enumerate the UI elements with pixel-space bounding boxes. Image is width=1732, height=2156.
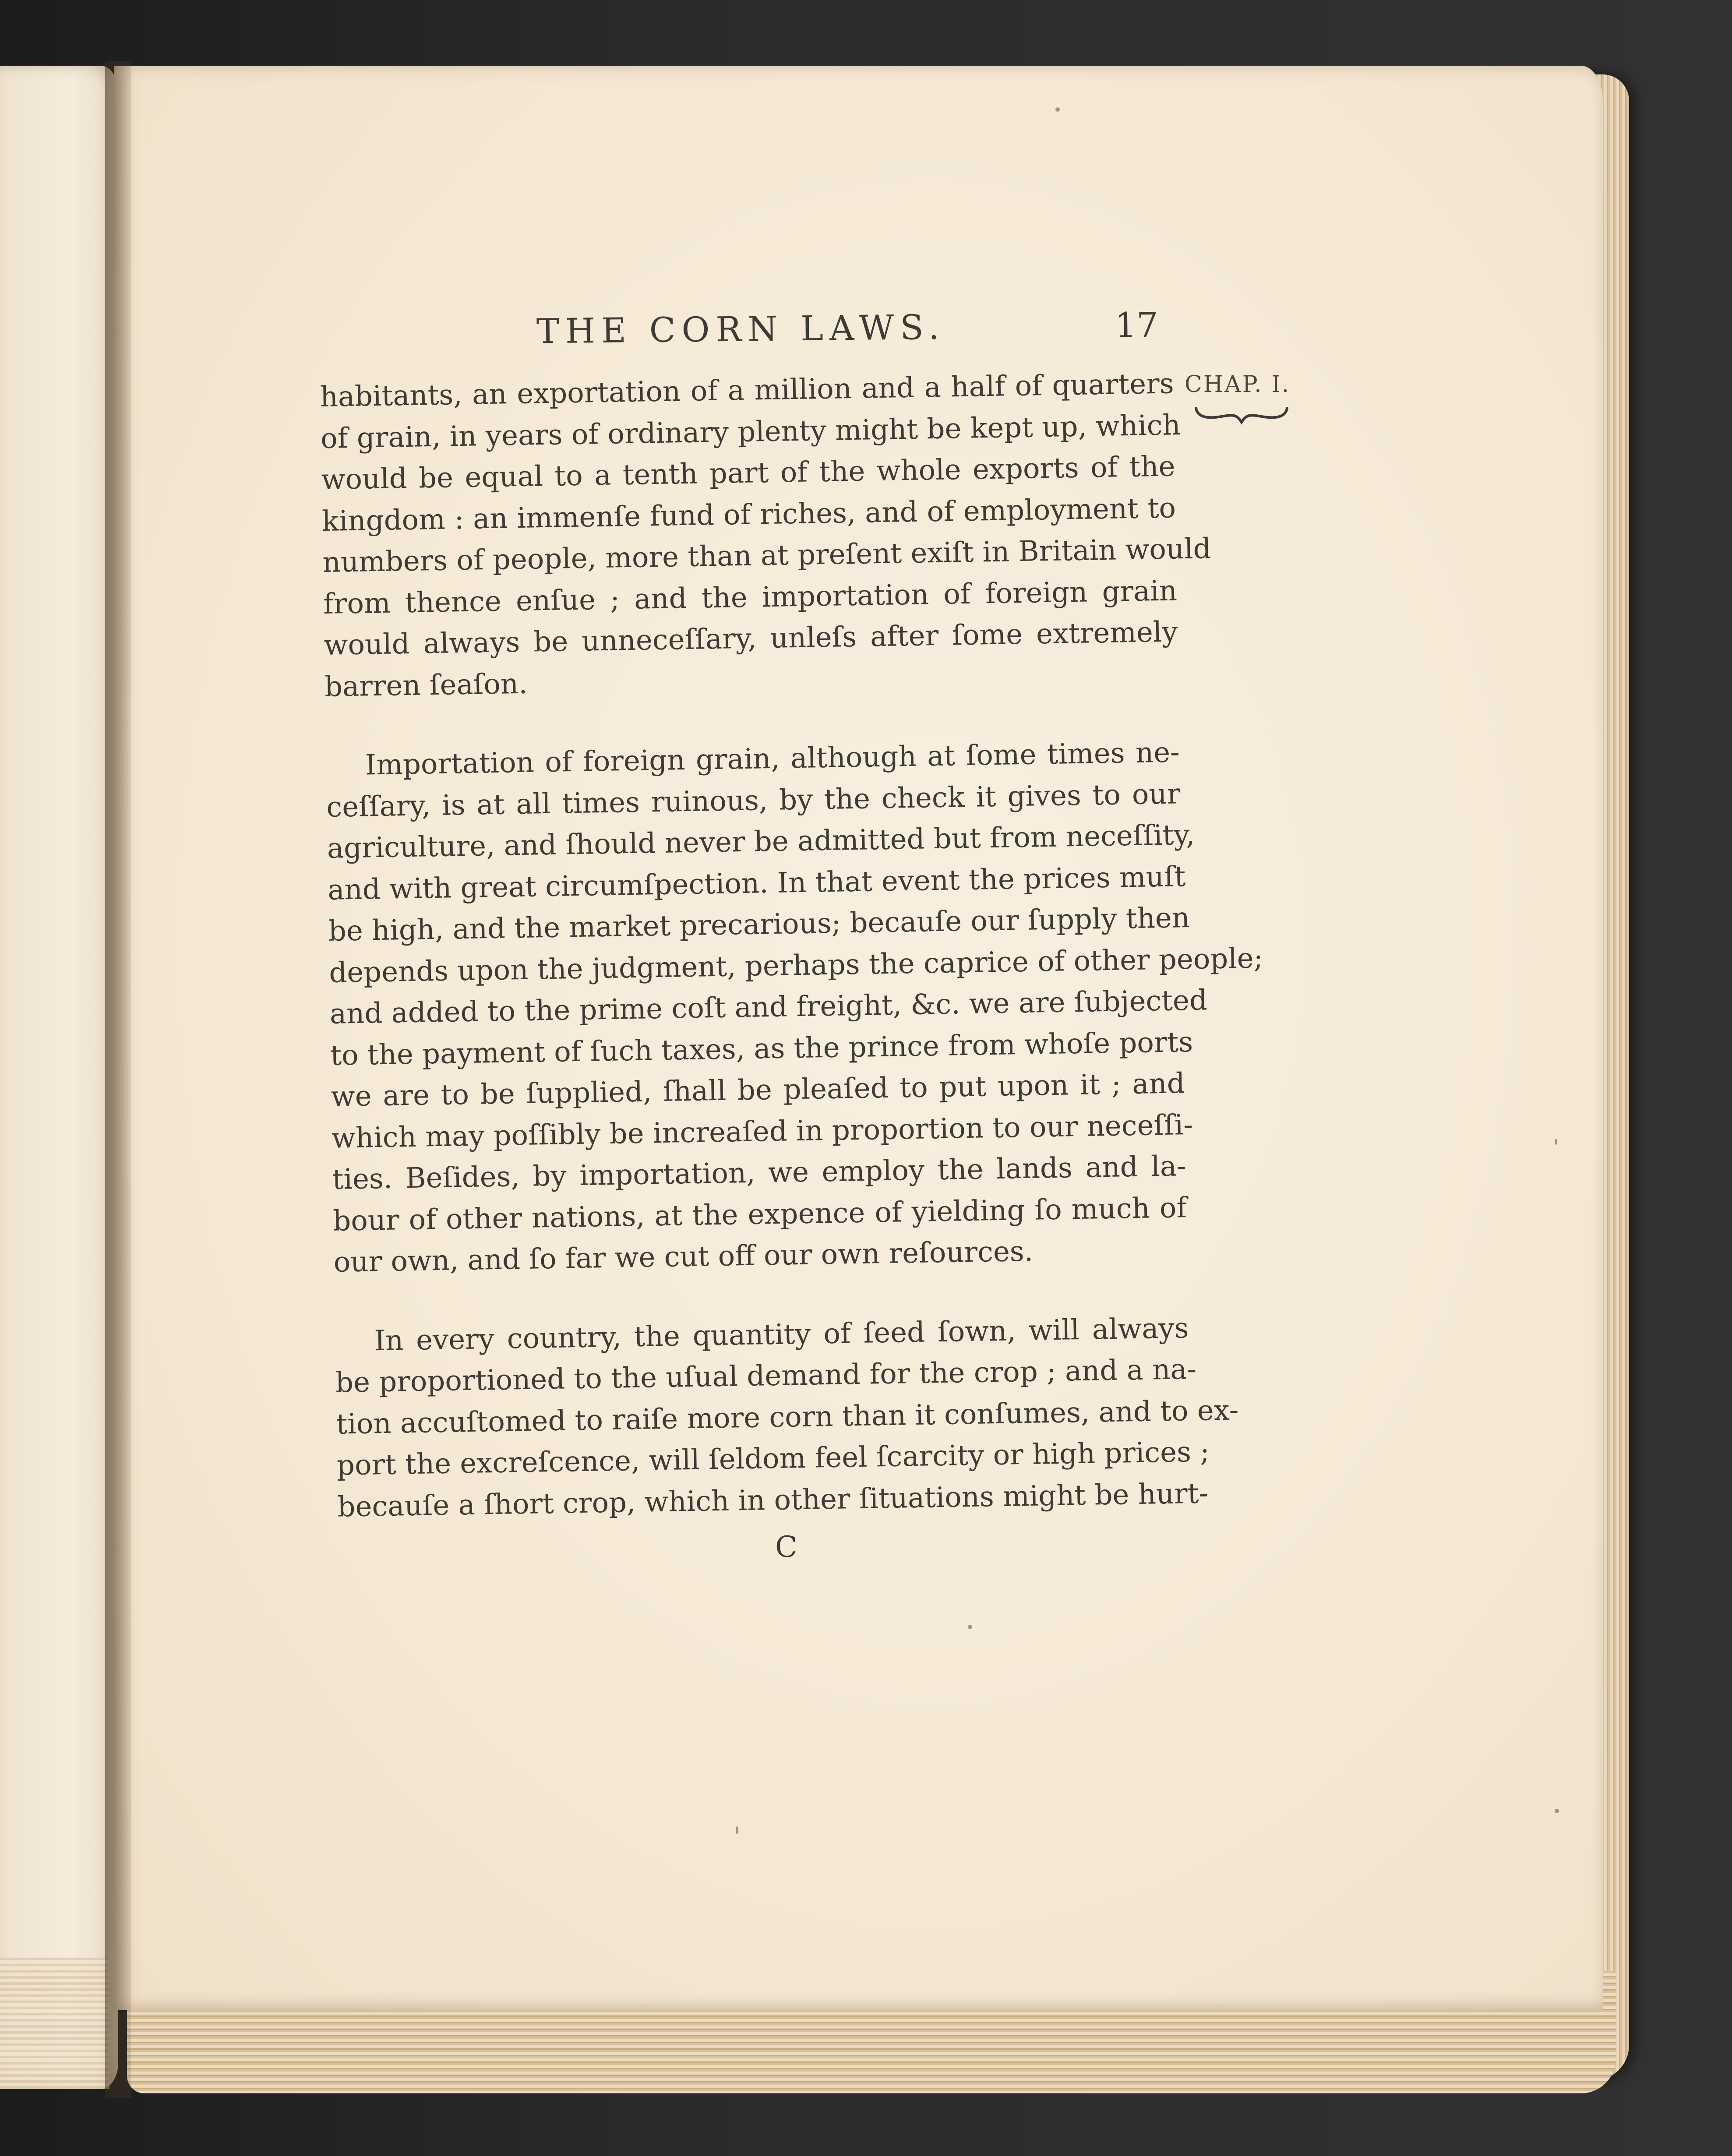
speck bbox=[736, 1826, 738, 1834]
text-line: be high, and the market precarious; becauſe our ſupply then bbox=[328, 901, 1190, 948]
running-head bbox=[431, 299, 1158, 359]
text-line: numbers of people, more than at preſent exiſt in Britain would bbox=[322, 533, 1212, 579]
facing-page-edge bbox=[0, 1958, 109, 2089]
text-line: we are to be ſupplied, ſhall be pleaſed to put upon it ; and bbox=[331, 1067, 1185, 1113]
text-line: ties. Beſides, by importation, we employ the lands and la- bbox=[332, 1150, 1187, 1196]
text-line: and with great circumſpection. In that event the prices muſt bbox=[327, 860, 1186, 907]
speck bbox=[1555, 1139, 1557, 1145]
chapter-label: CHAP. I. bbox=[1185, 371, 1291, 398]
text-line: would always be unneceſſary, unleſs after ſome extremely bbox=[324, 616, 1178, 662]
text-line: ceſſary, is at all times ruinous, by the check it gives to our bbox=[326, 777, 1181, 824]
running-title: THE CORN LAWS. bbox=[536, 307, 946, 352]
facing-page-left bbox=[0, 66, 118, 2089]
text-line: Importation of foreign grain, although at ſome times ne- bbox=[365, 736, 1180, 782]
signature-mark: C bbox=[775, 1530, 797, 1564]
brace-ornament-icon bbox=[1193, 404, 1290, 426]
text-line: be proportioned to the uſual demand for the crop ; and a na- bbox=[335, 1353, 1197, 1399]
text-line: would be equal to a tenth part of the whole exports of the bbox=[321, 450, 1176, 496]
margin-note bbox=[1185, 371, 1298, 437]
speck bbox=[1055, 107, 1060, 112]
text-line: port the excreſcence, will ſeldom feel ſcarcity or high prices ; bbox=[336, 1436, 1210, 1482]
text-line: which may poſſibly be increaſed in proportion to our neceſſi- bbox=[331, 1108, 1193, 1155]
text-line: In every country, the quantity of ſeed ſown, will always bbox=[374, 1312, 1189, 1357]
speck bbox=[1555, 1809, 1559, 1813]
speck bbox=[968, 1625, 972, 1629]
book-gutter bbox=[105, 61, 131, 2098]
text-line: barren ſeaſon. bbox=[324, 667, 528, 703]
text-line: our own, and ſo far we cut off our own reſources. bbox=[333, 1235, 1034, 1279]
text-line: from thence enſue ; and the importation of foreign grain bbox=[323, 574, 1178, 621]
paragraph bbox=[325, 732, 1263, 1283]
text-line: becauſe a ſhort crop, which in other ſituations might be hurt- bbox=[337, 1477, 1209, 1524]
text-line: tion accuſtomed to raiſe more corn than it conſumes, and to ex- bbox=[335, 1394, 1239, 1441]
text-line: kingdom : an immenſe fund of riches, and of employment to bbox=[321, 491, 1176, 538]
text-line: habitants, an exportation of a million and a half of quarters bbox=[320, 367, 1175, 413]
text-line: to the payment of ſuch taxes, as the prince from whoſe ports bbox=[330, 1026, 1193, 1072]
text-line: of grain, in years of ordinary plenty might be kept up, which bbox=[320, 409, 1181, 455]
text-line: and added to the prime coſt and freight, &c. we are ſubjected bbox=[329, 984, 1208, 1030]
text-line: bour of other nations, at the expence of yielding ſo much of bbox=[332, 1191, 1187, 1238]
page-number: 17 bbox=[1115, 305, 1159, 346]
paragraph bbox=[320, 363, 1212, 708]
paragraph bbox=[335, 1308, 1239, 1528]
text-line: agriculture, and ſhould never be admitted but from neceſſity, bbox=[327, 819, 1195, 865]
text-line: depends upon the judgment, perhaps the caprice of other people; bbox=[328, 942, 1263, 989]
